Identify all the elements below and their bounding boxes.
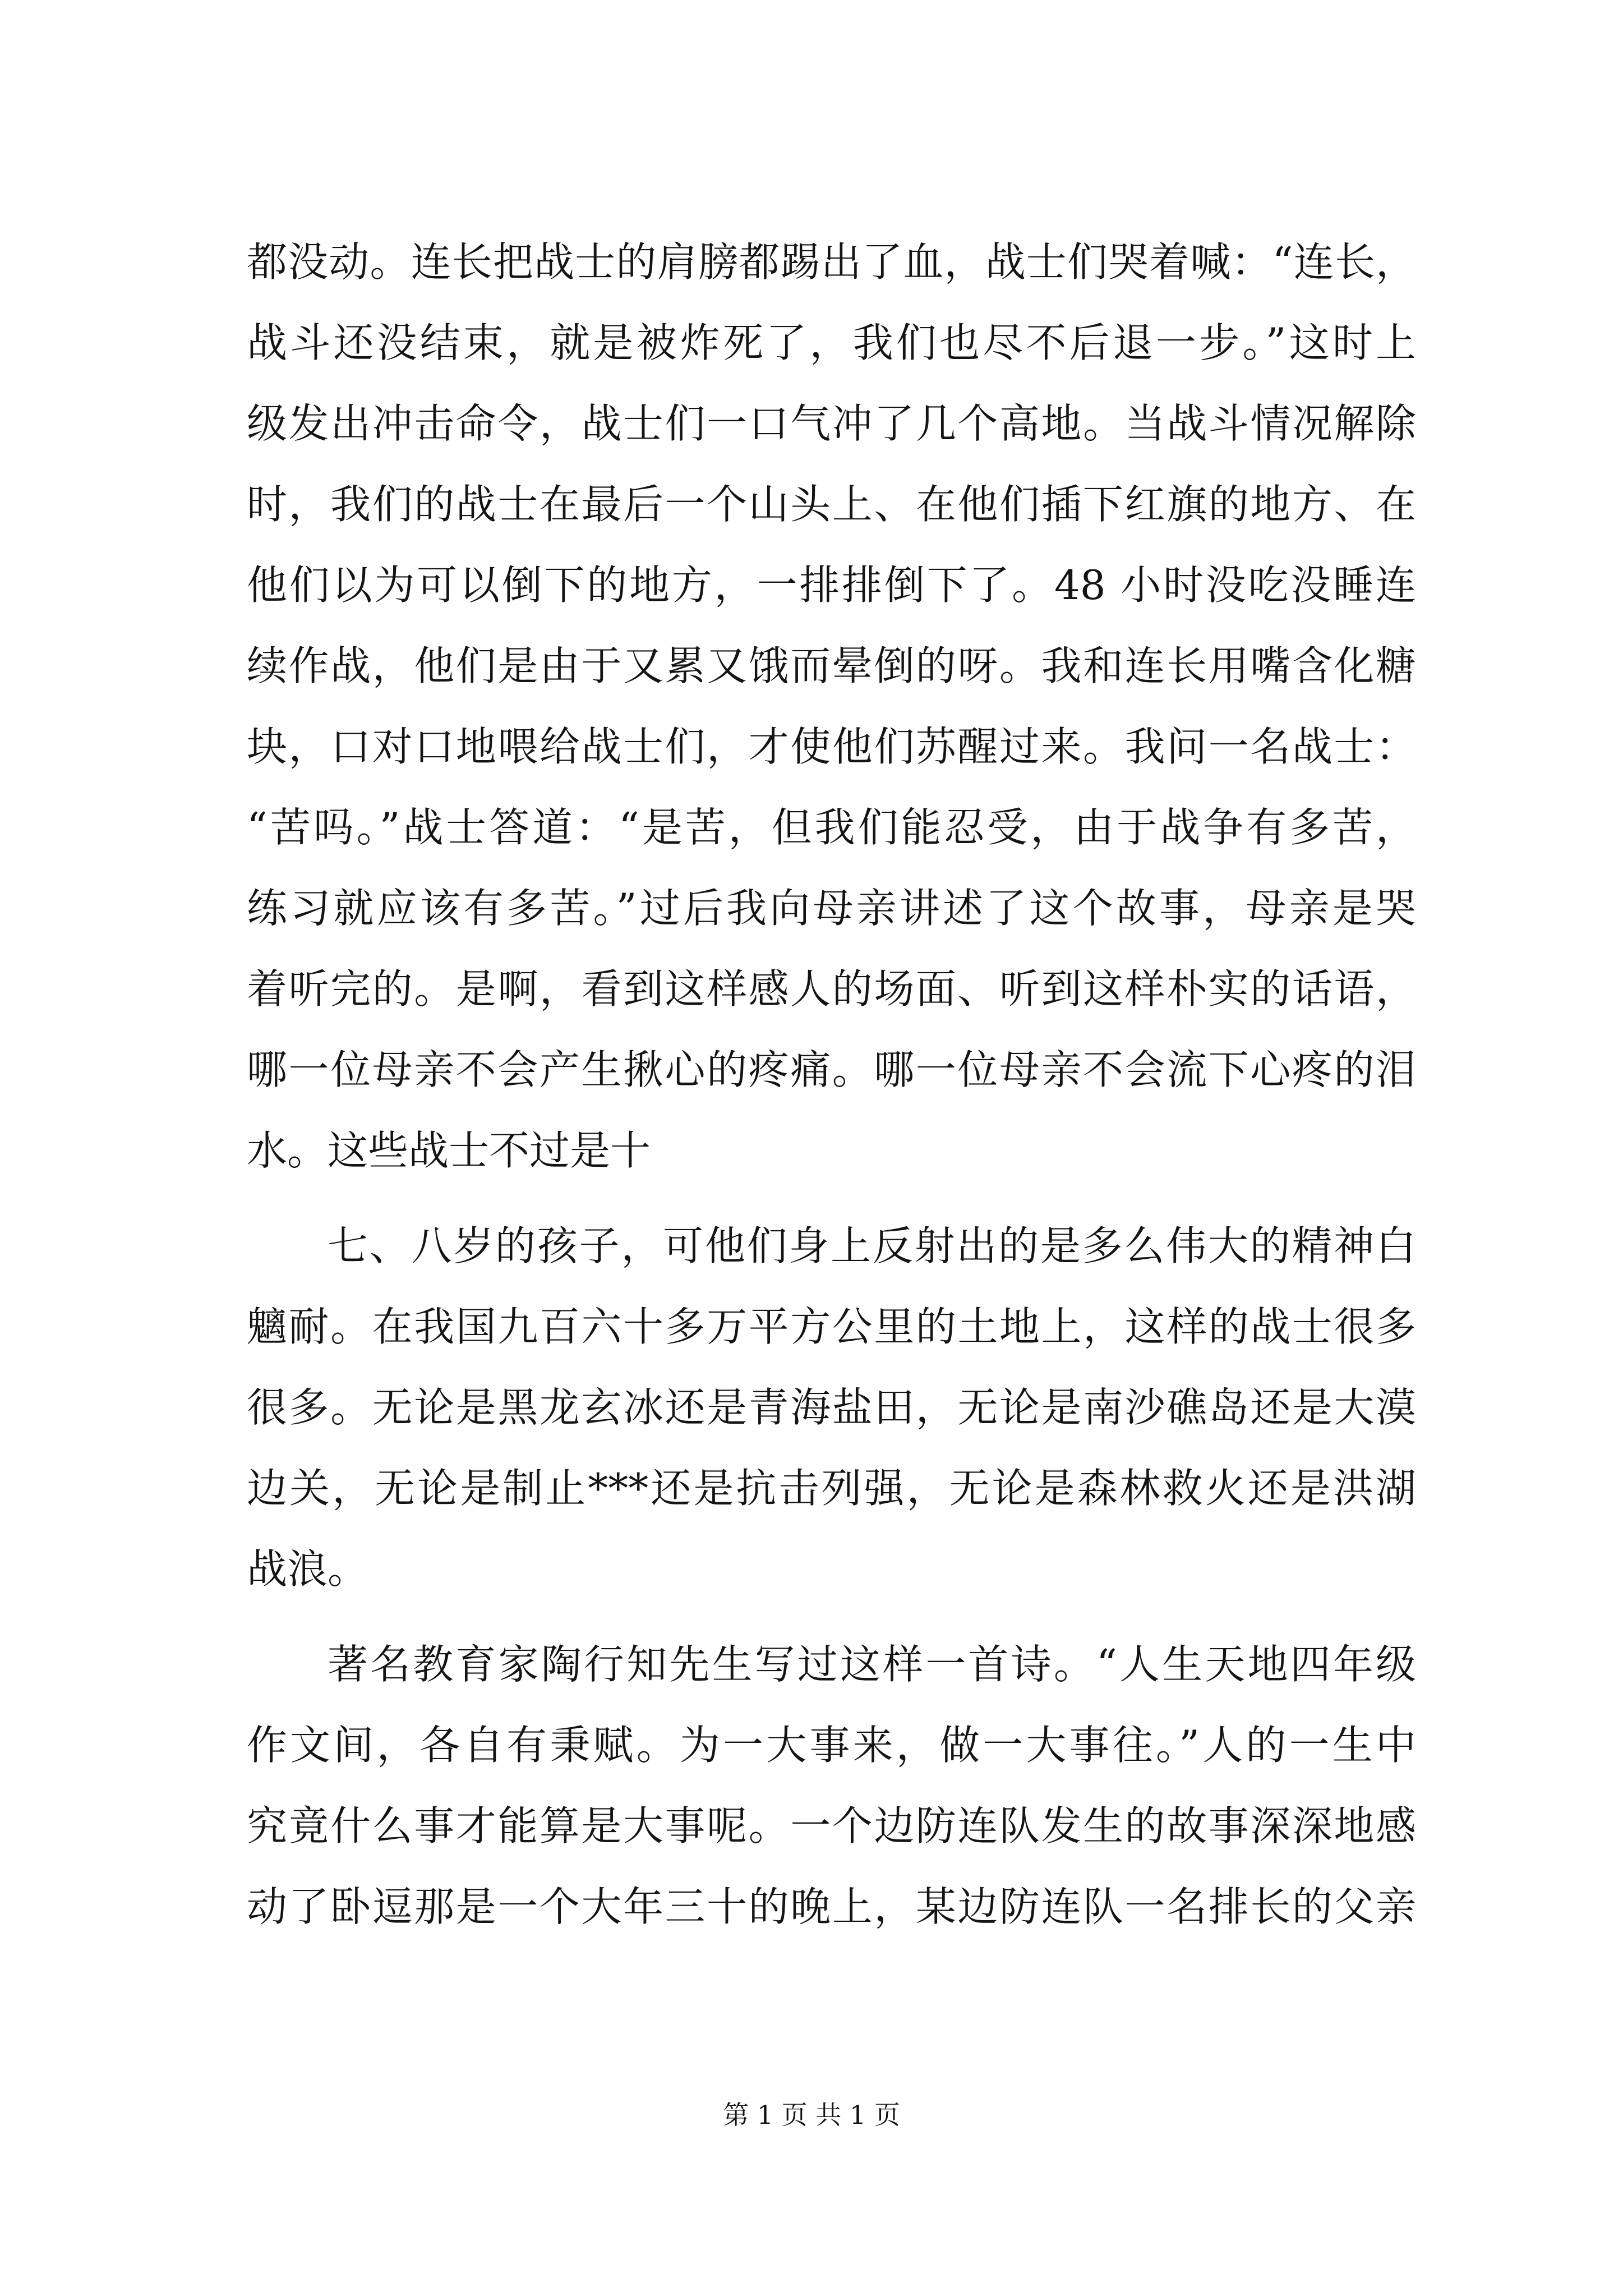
text-line: 都没动。连长把战士的肩膀都踢出了血，战士们哭着喊：“连长， — [247, 238, 1416, 286]
text-line: 级发出冲击命令，战士们一口气冲了几个高地。当战斗情况解除 — [247, 400, 1416, 447]
text-line: 水。这些战士不过是十 — [247, 1127, 651, 1174]
text-line: 七、八岁的孩子，可他们身上反射出的是多么伟大的精神白 — [328, 1222, 1416, 1269]
paragraph-spacer — [247, 1609, 1416, 1624]
text-line: 究竟什么事才能算是大事呢。一个边防连队发生的故事深深地感 — [247, 1802, 1416, 1849]
text-line: 动了卧逗那是一个大年三十的晚上，某边防连队一名排长的父亲 — [247, 1883, 1416, 1930]
paragraph-1 — [247, 222, 1416, 1191]
text-line: 块，口对口地喂给战士们，才使他们苏醒过来。我问一名战士： — [247, 723, 1416, 770]
text-line: 练习就应该有多苦。”过后我向母亲讲述了这个故事，母亲是哭 — [247, 885, 1416, 932]
text-line: 续作战，他们是由于又累又饿而晕倒的呀。我和连长用嘴含化糖 — [247, 642, 1416, 689]
text-line: 着听完的。是啊，看到这样感人的场面、听到这样朴实的话语， — [247, 965, 1416, 1013]
paragraph-3 — [247, 1624, 1416, 1947]
text-line: 战斗还没结束，就是被炸死了，我们也尽不后退一步。”这时上 — [247, 319, 1416, 366]
text-line: 魑耐。在我国九百六十多万平方公里的土地上，这样的战士很多 — [247, 1303, 1416, 1350]
text-line: “苦吗。”战士答道：“是苦，但我们能忍受，由于战争有多苦， — [247, 804, 1416, 851]
text-line: 他们以为可以倒下的地方，一排排倒下了。48 小时没吃没睡连 — [247, 562, 1416, 609]
text-line: 著名教育家陶行知先生写过这样一首诗。“人生天地四年级 — [328, 1641, 1416, 1688]
text-line: 哪一位母亲不会产生揪心的疼痛。哪一位母亲不会流下心疼的泪 — [247, 1046, 1416, 1093]
paragraph-2 — [247, 1205, 1416, 1609]
document-body — [247, 222, 1416, 1947]
page-number-label: 第 1 页 共 1 页 — [723, 2100, 900, 2130]
text-line: 时，我们的战士在最后一个山头上、在他们插下红旗的地方、在 — [247, 481, 1416, 528]
text-line: 边关，无论是制止***还是抗击列强，无论是森林救火还是洪湖 — [247, 1465, 1416, 1512]
text-line: 作文间，各自有秉赋。为一大事来，做一大事往。”人的一生中 — [247, 1722, 1416, 1769]
paragraph-spacer — [247, 1191, 1416, 1205]
text-line: 很多。无论是黑龙玄冰还是青海盐田，无论是南沙礁岛还是大漠 — [247, 1384, 1416, 1431]
page-footer — [0, 2098, 1623, 2132]
text-line: 战浪。 — [247, 1545, 368, 1593]
